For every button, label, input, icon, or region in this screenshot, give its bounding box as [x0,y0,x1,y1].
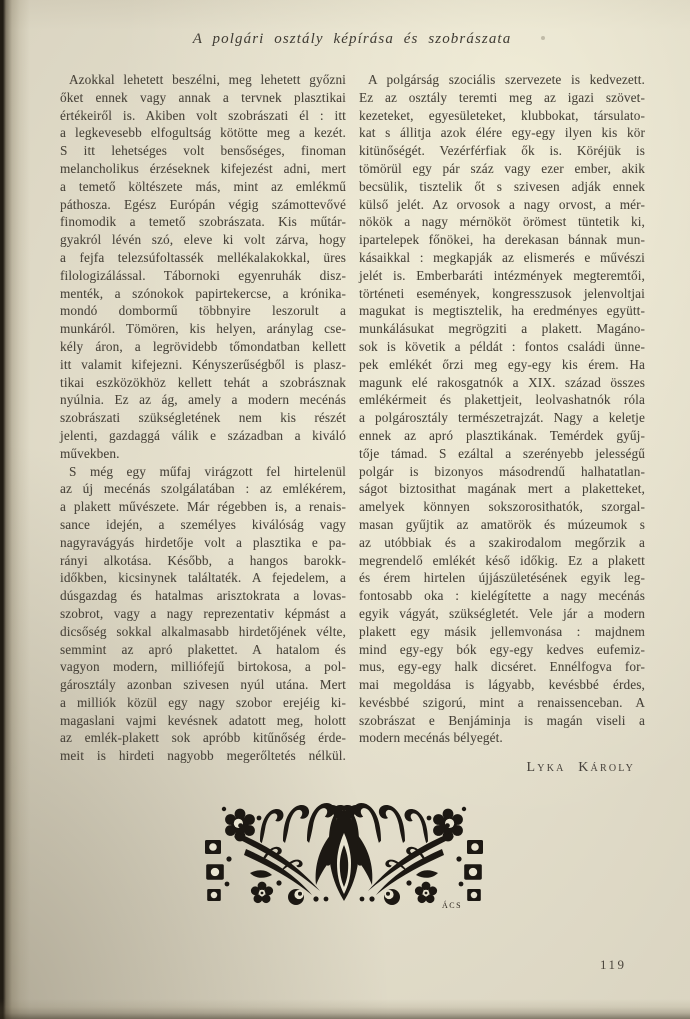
text-line: Ez az osztály teremti meg az igazi szövet- [359,89,645,105]
text-line: plakett egy másik jellemvonása : majdnem [359,623,645,639]
book-binding-edge [0,0,30,1019]
text-line: a temető költészete más, mint az emlékmű [60,178,346,194]
text-line: szobrászati szükségletének nem kis részét [60,410,346,426]
text-line: páthosza. Egész Európán végig számottevővé [60,196,346,212]
paper-speck [541,36,545,40]
text-line: rányi alkotása. Később, a hangos barokk- [60,552,346,568]
text-line: tikai eszközökhöz kellett tehát a szobrásznak [60,374,346,390]
text-line: kat s állitja azok élére egy-egy ilyen kis kör [359,125,645,141]
text-line: művekben. [60,445,120,461]
text-line: kezeteket, egyesületeket, klubbokat, társulato- [359,107,645,123]
text-line: magaslani vajmi kevésnek adatott meg, holott [60,712,346,728]
text-line: az emlék-plakett sok apróbb kitűnőség érde- [60,730,346,746]
page-title: A polgári osztály képírása és szobrászata [192,31,512,47]
text-line: egyik vágyát, szükségletét. Vele jár a modern [359,605,645,621]
text-line: tője támad. S ezáltal a szerényebb jelességű [359,445,645,461]
text-line: őket ennek vagy annak a tervnek plasztikai [60,89,346,105]
text-line: és érem hirtelen újjászületésének egyik leg- [359,570,645,586]
text-line: az új mecénás szolgálatában : az emlékérem, [60,481,346,497]
text-line: jelét is. Emberbaráti intézmények megteremtői, [359,267,645,283]
text-line: sance idején, a személyes kiválóság vagy [60,516,346,532]
text-line: a legkevesebb elfogultság kötötte meg a kezét. [60,125,346,141]
text-line: modern mecénás bélyegét. [359,730,503,746]
text-line: meit is hirdeti nagyobb megerőltetés nélkül. [60,748,346,764]
text-line: ságot biztosithat magának mert a plaketteket, [359,481,645,497]
text-line: nyúlnia. Ez az ág, amely a modern mecénás [60,392,346,408]
text-line: munkálásukat megrögziti a plakett. Magáno- [359,321,645,337]
text-columns [60,71,645,776]
text-line: időkben, kicsinynek találtaték. A fejedelem, a [60,570,346,586]
text-line: emlékérmeit és plakettjeit, leolvashatnók róla [359,392,645,408]
text-line: finomodik a temető szobrászata. Kis műtár- [60,214,346,230]
text-line: kevésbbé szigorú, mint a renaissenceban. A [359,694,645,710]
text-line: a polgárosztály természetrajzát. Nagy a keletje [359,410,645,426]
text-line: semmint az apró plakettet. A hatalom és [60,641,346,657]
text-line: magunk elé rakosgatnók a XIX. század összes [359,374,645,390]
text-line: szobrot, vagy a nagy reprezentativ képmást a [60,605,346,621]
column-left [60,71,346,776]
text-line: tömörül egy pár száz vagy ezer ember, akik [359,160,645,176]
text-line: gyakról lévén szó, eleve ki volt zárva, hogy [60,232,346,248]
text-line: kély áron, a legrövidebb tőmondatban kellett [60,338,346,354]
text-line: a plakett művészete. Már régebben is, a renais- [60,499,346,515]
text-line: Azokkal lehetett beszélni, meg lehetett győzni [69,72,346,87]
text-line: történeti események, kongresszusok jelenvoltjai [359,285,645,301]
text-line: kásaikkal : megkapják az elismerés e művészi [359,249,645,265]
text-line: ipartelepek főnökei, ha derekasan bánnak mun- [359,232,645,248]
text-line: az utóbbiak és a szakirodalom megőrzik a [359,534,645,550]
text-line: dúsgazdag és hatalmas arisztokrata a lovas- [60,588,346,604]
text-line: filologizálással. Tábornoki egyenruhák disz- [60,267,346,283]
text-line: gárosztály azonban szivesen nyúl utána. Mert [60,677,346,693]
text-line: mind egy-egy bók egy-egy kedves eufemiz- [359,641,645,657]
page-number: 119 [600,957,627,972]
text-line: munkáról. Tömören, kis helyen, aránylag cse- [60,321,346,337]
author-signature: Lyka Károly [526,760,635,776]
page-bottom-edge [0,999,690,1019]
text-line: A polgárság szociális szervezete is kedvezett. [368,72,645,87]
column-right-lines [359,71,645,747]
text-line: vagyon modern, milliófejű birtokosa, a pol- [60,659,346,675]
text-line: dicsőség sokkal alkalmasabb hirdetőjének vélte, [60,623,346,639]
text-line: S itt lehetséges volt bensőséges, finoman [60,143,346,159]
text-line: jelenti, gazdaggá válik e században a kiváló [60,427,346,443]
text-line: kitünőségét. Vezérférfiak ők is. Köréjük is [359,143,645,159]
text-line: fontosabb oka : kielégítette a nagy mecénás [359,588,645,604]
text-line: nagyravágyás hirdetője volt a plasztika e pa- [60,534,346,550]
column-right [359,71,645,776]
text-line: sok is követik a példát : fontos családi ünne- [359,338,645,354]
text-line: amelyek könnyen sokszorosithatók, szorgal- [359,499,645,515]
text-line: a fejfa telezsúfoltassék mellékalakokkal, üres [60,249,346,265]
ornament-artist-mark: ÁCS [442,901,463,910]
text-line: nökök a nagy mérnököt örömest tüntetik ki, [359,214,645,230]
folk-floral-ornament [204,801,484,913]
text-line: mai megoldása is lágyabb, kevésbbé érdes, [359,677,645,693]
text-line: becsülik, tisztelik őt s szivesen adják ennek [359,178,645,194]
text-line: ennek az apró plasztikának. Temérdek gyűj- [359,427,645,443]
text-line: szobrászat e Benjáminja is magán viseli a [359,712,645,728]
text-line: mus, egy-egy halk dicséret. Ennélfogva for- [359,659,645,675]
text-line: megrendelő emlékét késő időkig. Ez a plakett [359,552,645,568]
text-line: masan gyűjtik az amatörök és múzeumok s [359,516,645,532]
text-line: mondó dombormű többnyire leszorult a [60,303,346,319]
text-line: pek emlékét őrzi meg egy-egy kis érem. Ha [359,356,645,372]
text-line: menték, a szónokok papirtekercse, a krónika- [60,285,346,301]
text-line: polgár is bizonyos másodrendű halhatatlan- [359,463,645,479]
text-line: a milliók közül egy nagy szobor erejéig ki- [60,694,346,710]
text-line: S még egy műfaj virágzott fel hirtelenül [69,463,346,479]
text-line: külső jelét. Az orvosok a nagy orvost, a mér- [359,196,645,212]
text-line: értékeiről is. Akiben volt szobrászati él : itt [60,107,346,123]
text-line: magukat is megtisztelik, ha eredményes együtt- [359,303,645,319]
text-line: itt valamit kifejezni. Kényszerűségből is plasz- [60,356,346,372]
text-line: melancholikus érzéseknek kifejezést adni, mert [60,160,346,176]
